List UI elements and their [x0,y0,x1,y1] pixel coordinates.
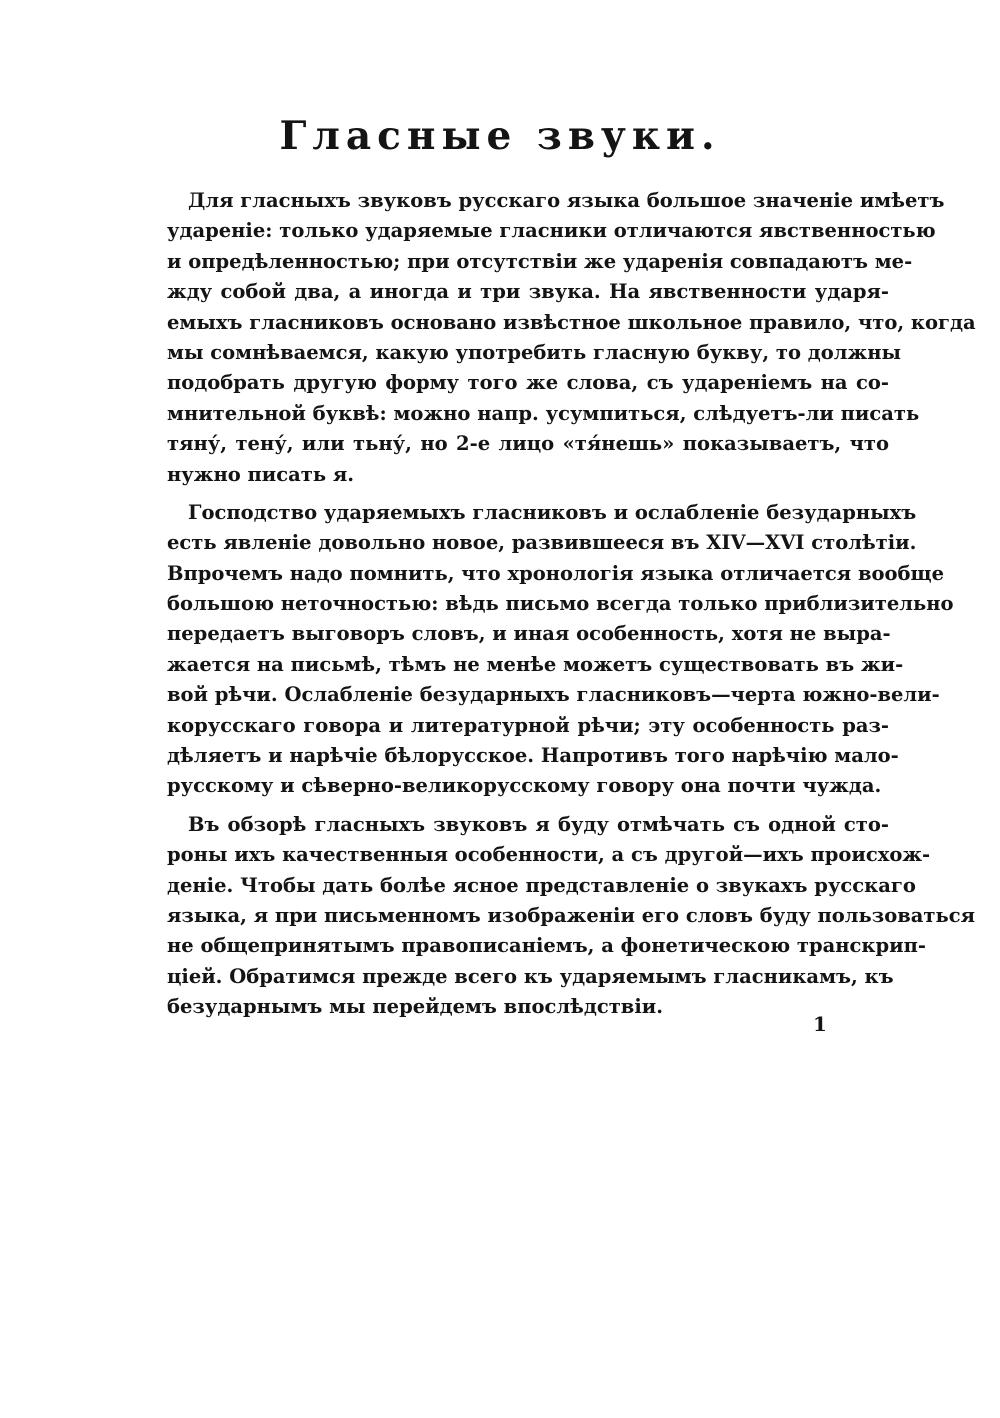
text-line: русскому и сѣверно-великорусскому говору она почти чужда. [167,774,882,798]
text-line: безударнымъ мы перейдемъ впослѣдствіи. [167,995,663,1019]
paragraph-1 [167,186,976,490]
text-line: языка, я при письменномъ изображеніи его словъ буду пользоваться [167,903,976,927]
text-line: жду собой два, а иногда и три звука. На явственности ударя- [167,280,889,304]
text-line: дѣляетъ и нарѣчіе бѣлорусское. Напротивъ того нарѣчію мало- [167,744,899,768]
text-line: роны ихъ качественныя особенности, а съ другой—ихъ происхож- [167,843,931,867]
page-number: 1 [813,1012,827,1036]
text-line: и опредѣленностью; при отсутствіи же ударенія совпадаютъ ме- [167,249,913,273]
text-line: корусскаго говора и литературной рѣчи; эту особенность раз- [167,713,889,737]
paragraph-3 [167,810,976,1023]
text-line: Господство ударяемыхъ гласниковъ и ослабленіе безударныхъ [188,500,917,524]
text-line: нужно писать я. [167,462,355,486]
text-line: емыхъ гласниковъ основано извѣстное школьное правило, что, когда [167,310,976,334]
text-line: не общепринятымъ правописаніемъ, а фонетическою транскрип- [167,934,926,958]
chapter-title: Гласные звуки. [279,113,721,159]
text-line: ціей. Обратимся прежде всего къ ударяемымъ гласникамъ, къ [167,964,894,988]
paragraph-2 [167,498,954,802]
text-line: тяну́, тену́, или тьну́, но 2-е лицо «тя́нешь» показываетъ, что [167,432,889,456]
text-line: вой рѣчи. Ослабленіе безударныхъ гласниковъ—черта южно-вели- [167,683,940,707]
text-line: передаетъ выговоръ словъ, и иная особенность, хотя не выра- [167,622,891,646]
text-line: деніе. Чтобы дать болѣе ясное представленіе о звукахъ русскаго [167,873,916,897]
text-line: большою неточностью: вѣдь письмо всегда только приблизительно [167,592,954,616]
text-line: удареніе: только ударяемые гласники отличаются явственностью [167,219,936,243]
text-line: Впрочемъ надо помнить, что хронологія языка отличается вообще [167,561,945,585]
body-text [167,186,976,1031]
text-line: подобрать другую форму того же слова, съ удареніемъ на со- [167,371,889,395]
text-line: Для гласныхъ звуковъ русскаго языка большое значеніе имѣетъ [188,189,945,212]
text-line: есть явленіе довольно новое, развившееся въ XIV—XVI столѣтіи. [167,531,917,555]
text-line: мы сомнѣваемся, какую употребить гласную букву, то должны [167,340,902,364]
text-line: Въ обзорѣ гласныхъ звуковъ я буду отмѣчать съ одной сто- [188,812,889,836]
text-line: жается на письмѣ, тѣмъ не менѣе можетъ существовать въ жи- [167,652,904,676]
text-line: мнительной буквѣ: можно напр. усумпиться, слѣдуетъ-ли писать [167,401,920,425]
